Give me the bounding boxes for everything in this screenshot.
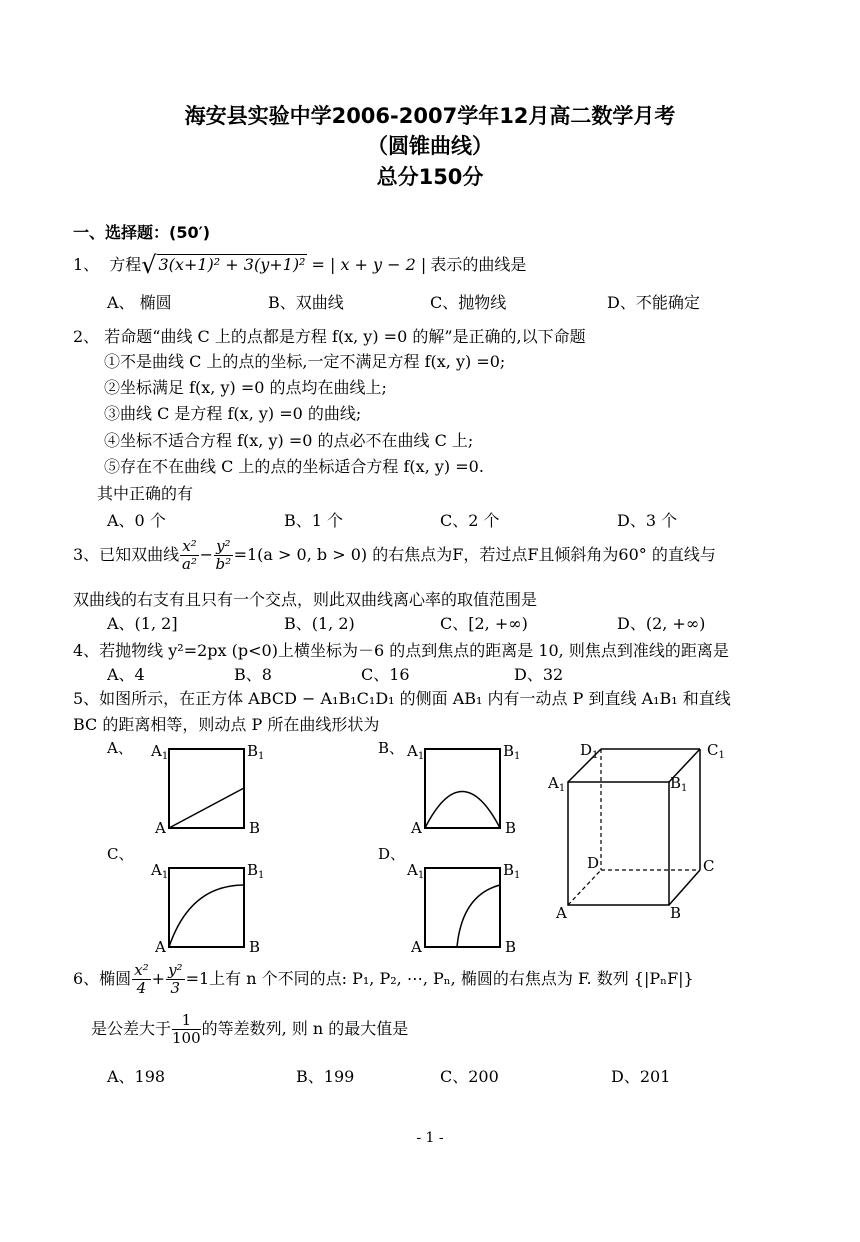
svg-text:B: B — [670, 904, 682, 922]
svg-text:B: B — [505, 938, 517, 956]
q2-option-a: A、0 个 — [107, 511, 166, 530]
q6-option-b: B、199 — [296, 1067, 355, 1086]
q6-option-a: A、198 — [107, 1067, 166, 1086]
figure-d-label: D、 — [378, 845, 406, 863]
svg-text:A: A — [155, 819, 166, 837]
q6-option-c: C、200 — [440, 1067, 499, 1086]
q3-option-a: A、(1, 2] — [107, 614, 178, 633]
figure-a-square — [169, 749, 244, 828]
q6-line-2: 是公差大于 $\frac{1}{100}$ 的等差数列, 则 n 的最大值是 — [91, 1011, 409, 1047]
q3-option-b: B、(1, 2) — [284, 614, 355, 633]
section-heading: 一、选择题：(50′) — [73, 223, 211, 242]
q2-closing: 其中正确的有 — [97, 484, 194, 503]
q5-figures — [0, 735, 860, 960]
q3-option-d: D、(2, +∞) — [617, 614, 706, 633]
svg-text:A: A — [411, 819, 422, 837]
q2-item-1: ①不是曲线 C 上的点的坐标,一定不满足方程 f(x, y) =0; — [104, 352, 506, 371]
svg-text:A1: $A_1$ — [407, 742, 425, 762]
q4-option-c: C、16 — [361, 665, 410, 684]
figure-a-label: A、 — [107, 739, 133, 757]
q2-option-c: C、2 个 — [440, 511, 500, 530]
page-subtitle: （圆锥曲线） — [367, 134, 493, 158]
svg-text:D: D — [587, 854, 600, 872]
q1-option-a: A、 椭圆 — [107, 293, 172, 312]
q4-option-d: D、32 — [514, 665, 564, 684]
question-3: 3、已知双曲线 $\frac{\text{x²}}{\text{a²}}$ − $\frac{\text{y²}}{\text{b²}}$ =1(a > 0, b > 0) 的右焦点为F，若过点F且倾斜角为60° 的直线与 — [73, 537, 716, 573]
svg-text:B1: $B_1$ — [503, 742, 521, 762]
page-number: - 1 - — [416, 1130, 444, 1146]
svg-text:B1: $B_1$ — [247, 742, 265, 762]
svg-text:D1: $D_1$ — [580, 741, 599, 761]
q2-option-d: D、3 个 — [617, 511, 678, 530]
svg-text:B1: $B_1$ — [670, 774, 688, 794]
figure-b-square — [425, 749, 500, 828]
q3-line-2: 双曲线的右支有且只有一个交点，则此双曲线离心率的取值范围是 — [73, 590, 538, 609]
q1-option-b: B、双曲线 — [268, 293, 344, 312]
question-2: 2、 若命题“曲线 C 上的点都是方程 f(x, y) =0 的解”是正确的,以下命题 — [73, 327, 586, 346]
q3-fraction-x: $\frac{\text{x²}}{\text{a²}}$ — [181, 537, 197, 573]
q2-item-4: ④坐标不适合方程 f(x, y) =0 的点必不在曲线 C 上; — [104, 431, 474, 450]
svg-text:A1: $A_1$ — [151, 742, 169, 762]
q2-item-2: ②坐标满足 f(x, y) =0 的点均在曲线上; — [104, 378, 387, 397]
figure-a-line — [169, 788, 244, 828]
total-score: 总分150分 — [376, 165, 484, 189]
svg-text:A1: $A_1$ — [151, 861, 169, 881]
svg-text:A: A — [556, 904, 567, 922]
figure-c-arc — [169, 885, 244, 947]
question-1: 1、 方程√ 3(x+1)² + 3(y+1)² = | x + y − 2 | 表示的曲线是 — [73, 251, 527, 279]
q2-item-5: ⑤存在不在曲线 C 上的点的坐标适合方程 f(x, y) =0. — [104, 457, 484, 476]
question-6: 6、椭圆 $\frac{\text{x²}}{4}$ + $\frac{\text{y²}}{3}$ =1上有 n 个不同的点: P₁, P₂, ⋯, Pₙ, 椭圆的右焦点为 F. 数列 {|PₙF|} — [73, 961, 694, 997]
svg-text:A: A — [411, 938, 422, 956]
q2-item-3: ③曲线 C 是方程 f(x, y) =0 的曲线; — [104, 404, 362, 423]
figure-c-square — [169, 868, 244, 947]
svg-text:C: C — [703, 857, 715, 875]
question-4: 4、若抛物线 y²=2px (p<0)上横坐标为－6 的点到焦点的距离是 10, 则焦点到准线的距离是 — [73, 641, 729, 660]
svg-text:B: B — [249, 938, 261, 956]
figure-d-arc — [457, 885, 500, 947]
q6-option-d: D、201 — [611, 1067, 671, 1086]
q6-fraction-y: $\frac{\text{y²}}{3}$ — [168, 961, 183, 997]
figure-c-label: C、 — [107, 845, 134, 863]
cube-figure — [568, 749, 700, 905]
q1-option-c: C、抛物线 — [430, 293, 507, 312]
svg-text:A1: $A_1$ — [548, 774, 566, 794]
q2-option-b: B、1 个 — [284, 511, 344, 530]
svg-text:B1: $B_1$ — [247, 861, 265, 881]
question-5: 5、如图所示，在正方体 ABCD − A₁B₁C₁D₁ 的侧面 AB₁ 内有一动点 P 到直线 A₁B₁ 和直线 — [73, 689, 731, 708]
svg-text:A1: $A_1$ — [407, 861, 425, 881]
svg-text:B: B — [249, 819, 261, 837]
figure-b-label: B、 — [378, 739, 405, 757]
q3-option-c: C、[2, +∞) — [440, 614, 528, 633]
svg-text:B1: $B_1$ — [503, 861, 521, 881]
svg-text:C1: $C_1$ — [707, 741, 725, 761]
q1-option-d: D、不能确定 — [607, 293, 700, 312]
svg-text:B: B — [505, 819, 517, 837]
figure-b-arc — [425, 792, 500, 829]
q4-option-b: B、8 — [234, 665, 272, 684]
q5-line-2: BC 的距离相等，则动点 P 所在曲线形状为 — [73, 715, 380, 734]
q6-fraction-x: $\frac{\text{x²}}{4}$ — [134, 961, 149, 997]
page-title: 海安县实验中学2006-2007学年12月高二数学月考 — [184, 104, 676, 128]
q4-option-a: A、4 — [107, 665, 145, 684]
q3-fraction-y: $\frac{\text{y²}}{\text{b²}}$ — [215, 537, 232, 573]
svg-text:A: A — [155, 938, 166, 956]
figure-d-square — [425, 868, 500, 947]
radicand: 3(x+1)² + 3(y+1)² — [158, 255, 306, 274]
q6-fraction-diff: $\frac{1}{100}$ — [172, 1011, 201, 1047]
